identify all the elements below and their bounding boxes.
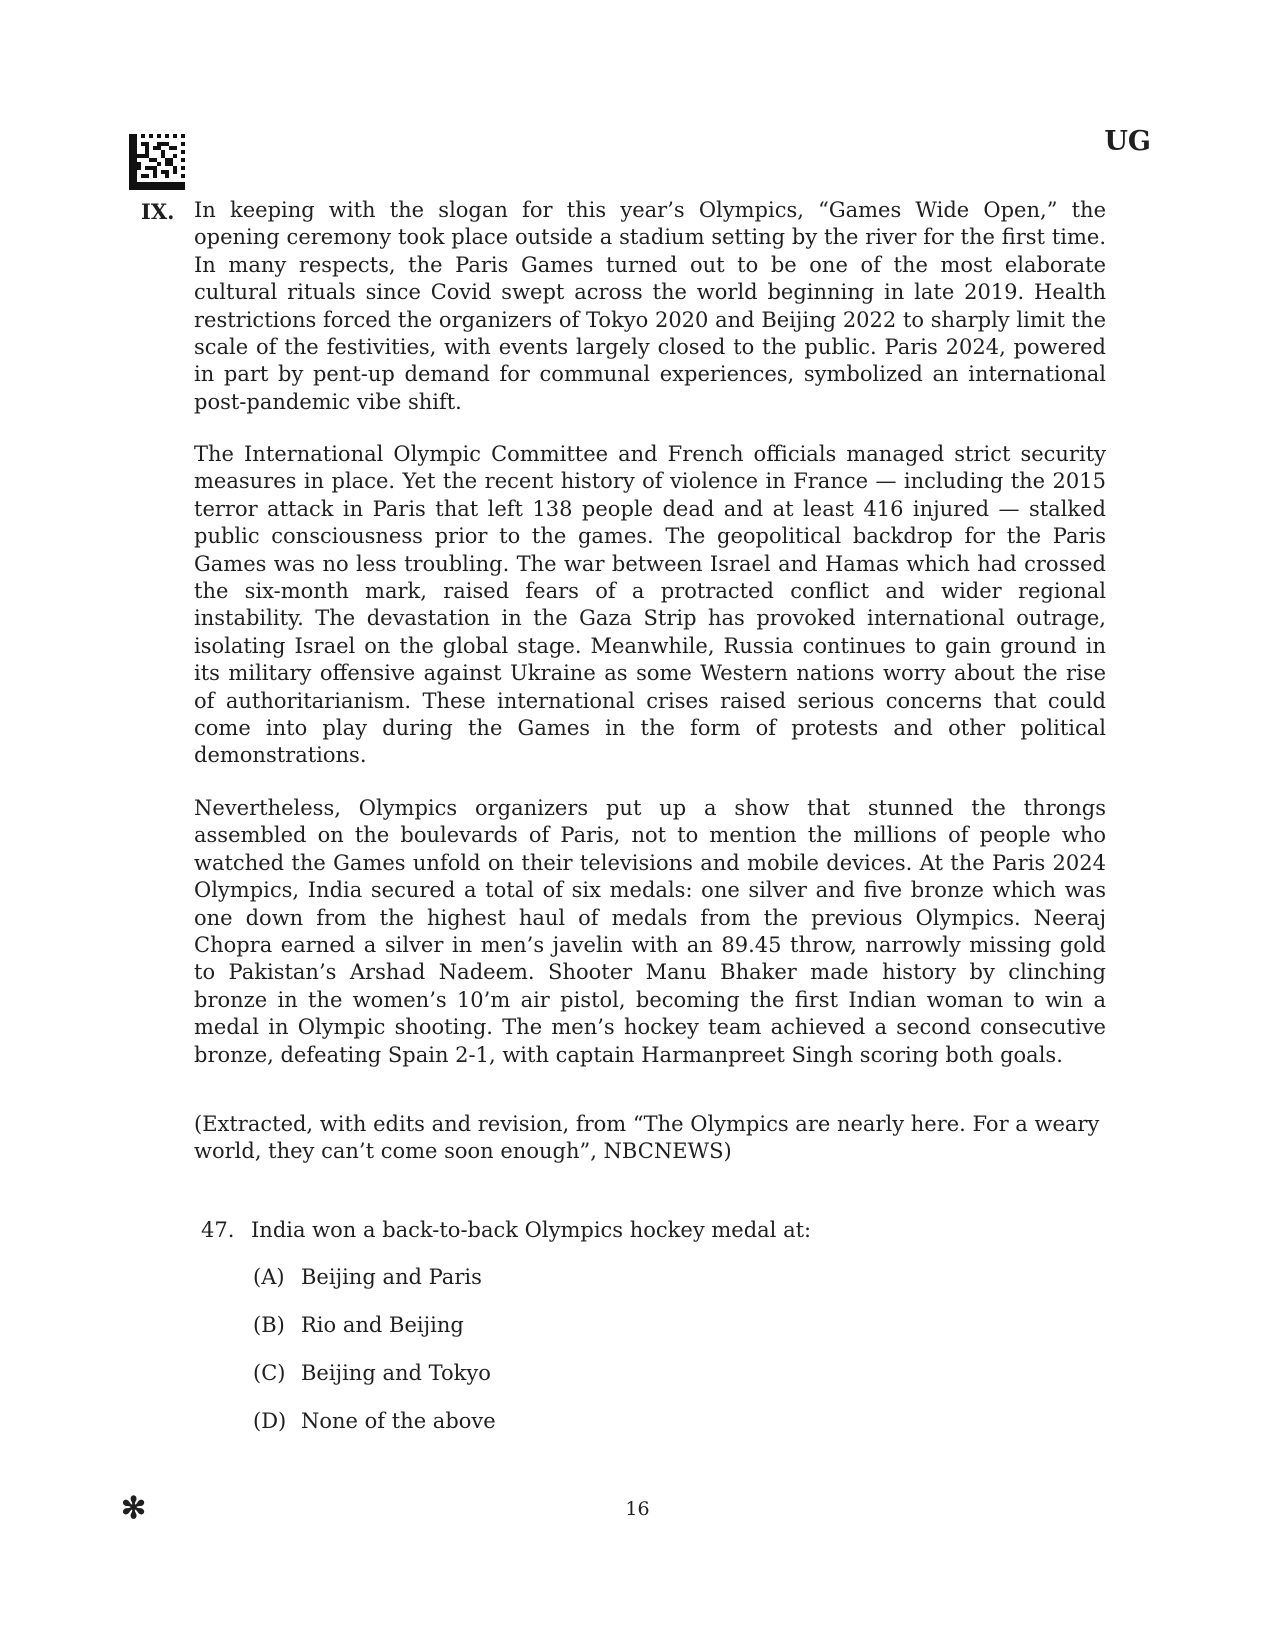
option-letter: (D): [253, 1409, 287, 1433]
passage-section-number: IX.: [141, 199, 175, 224]
option-letter: (C): [253, 1361, 286, 1385]
option-text: Beijing and Paris: [301, 1265, 482, 1289]
passage-paragraph-2: The International Olympic Committee and French officials managed strict security measures in place. Yet the recent history of violence in France — including the 2015 terror attack in Paris that left 138 people dead and at least 416 injured — stalked public consciousness prior to the games. The geopolitical backdrop for the Paris Games was no less troubling. The war between Israel and Hamas which had crossed the six-month mark, raised fears of a protracted conflict and wider regional instability. The devastation in the Gaza Strip has provoked international outrage, isolating Israel on the global stage. Meanwhile, Russia continues to gain ground in its military offensive against Ukraine as some Western nations worry about the rise of authoritarianism. These international crises raised serious concerns that could come into play during the Games in the form of protests and other political demonstrations.: [194, 442, 1106, 768]
page-number: 16: [625, 1498, 650, 1520]
qr-code-icon: [129, 134, 185, 190]
option-b[interactable]: [253, 1312, 496, 1360]
option-a[interactable]: [253, 1264, 496, 1312]
passage-source-citation: (Extracted, with edits and revision, from “The Olympics are nearly here. For a weary world, they can’t come soon enough”, NBCNEWS): [194, 1112, 1100, 1164]
question-stem: India won a back-to-back Olympics hockey medal at:: [251, 1218, 812, 1242]
passage-paragraph-1: In keeping with the slogan for this year’s Olympics, “Games Wide Open,” the opening ceremony took place outside a stadium setting by the river for the first time. In many respects, the Paris Games turned out to be one of the most elaborate cultural rituals since Covid swept across the world beginning in late 2019. Health restrictions forced the organizers of Tokyo 2020 and Beijing 2022 to sharply limit the scale of the festivities, with events largely closed to the public. Paris 2024, powered in part by pent-up demand for communal experiences, symbolized an international post-pandemic vibe shift.: [194, 198, 1106, 414]
question-number: 47.: [201, 1218, 235, 1242]
option-c[interactable]: [253, 1360, 496, 1408]
option-text: Beijing and Tokyo: [301, 1361, 491, 1385]
answer-options: [253, 1264, 496, 1456]
option-letter: (A): [253, 1265, 285, 1289]
option-text: None of the above: [301, 1409, 496, 1433]
passage-paragraph-3: Nevertheless, Olympics organizers put up a show that stunned the throngs assembled on the boulevards of Paris, not to mention the millions of people who watched the Games unfold on their televisions and mobile devices. At the Paris 2024 Olympics, India secured a total of six medals: one silver and five bronze which was one down from the highest haul of medals from the previous Olympics. Neeraj Chopra earned a silver in men’s javelin with an 89.45 throw, narrowly missing gold to Pakistan’s Arshad Nadeem. Shooter Manu Bhaker made history by clinching bronze in the women’s 10’m air pistol, becoming the first Indian woman to win a medal in Olympic shooting. The men’s hockey team achieved a second consecutive bronze, defeating Spain 2-1, with captain Harmanpreet Singh scoring both goals.: [194, 796, 1106, 1067]
exam-code-label: UG: [1104, 126, 1151, 157]
option-text: Rio and Beijing: [301, 1313, 464, 1337]
question-47: [201, 1218, 811, 1242]
option-letter: (B): [253, 1313, 285, 1337]
option-d[interactable]: [253, 1408, 496, 1456]
asterisk-icon: ✻: [121, 1491, 147, 1526]
